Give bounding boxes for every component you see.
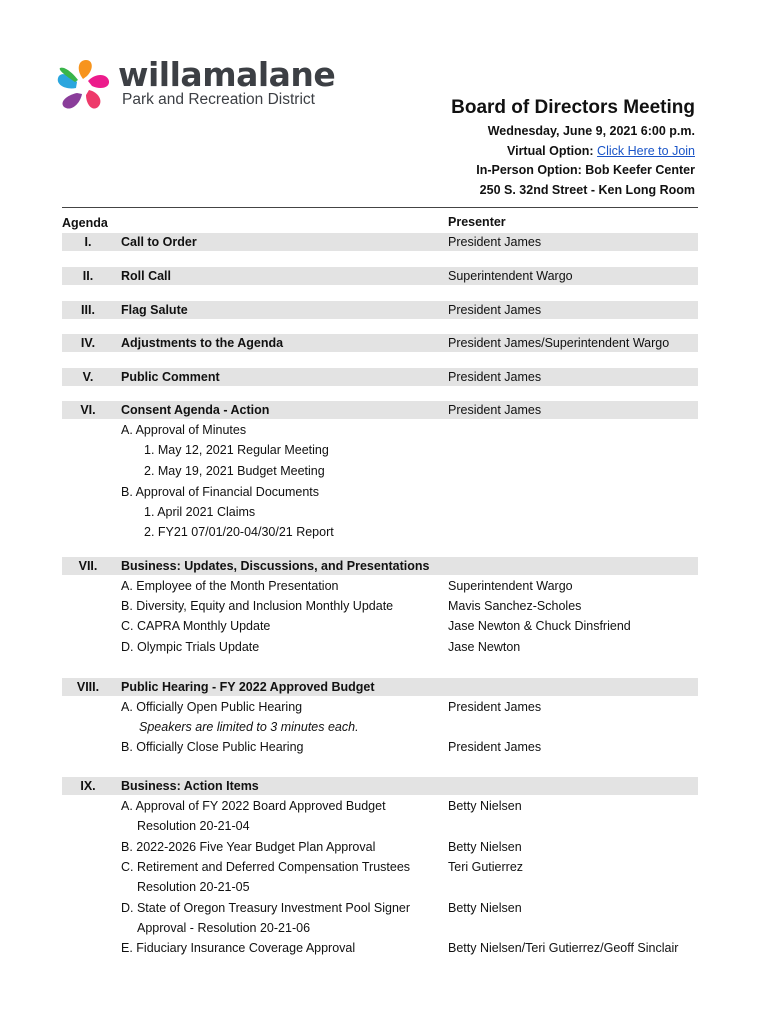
agenda-subitem: 2. FY21 07/01/20-04/30/21 Report xyxy=(144,525,334,539)
agenda-item: A. Approval of Minutes xyxy=(121,423,247,437)
item-presenter: Mavis Sanchez-Scholes xyxy=(448,599,582,613)
agenda-item: C. Retirement and Deferred Compensation Trustees xyxy=(121,860,411,874)
section-number: VII. xyxy=(78,559,98,573)
agenda-item: B. 2022-2026 Five Year Budget Plan Approval xyxy=(121,840,376,854)
agenda-item: D. State of Oregon Treasury Investment Pool Signer xyxy=(121,901,411,915)
virtual-option-label: Virtual Option: xyxy=(506,144,594,158)
item-presenter: Superintendent Wargo xyxy=(448,579,573,593)
section-presenter: President James xyxy=(448,403,542,417)
section-presenter: President James/Superintendent Wargo xyxy=(448,336,670,350)
item-presenter: Teri Gutierrez xyxy=(448,860,524,874)
section-number: VI. xyxy=(80,403,96,417)
section-title: Consent Agenda - Action xyxy=(121,403,270,417)
section-number: V. xyxy=(82,370,94,384)
agenda-note: Speakers are limited to 3 minutes each. xyxy=(139,720,359,734)
agenda-item: A. Employee of the Month Presentation xyxy=(121,579,339,593)
meeting-address: 250 S. 32nd Street - Ken Long Room xyxy=(479,183,695,197)
agenda-item-continuation: Resolution 20-21-04 xyxy=(137,819,250,833)
item-presenter: Betty Nielsen/Teri Gutierrez/Geoff Sinclair xyxy=(448,941,679,955)
meeting-date: Wednesday, June 9, 2021 6:00 p.m. xyxy=(487,124,695,138)
section-presenter: President James xyxy=(448,303,542,317)
flower-logo-icon xyxy=(52,54,114,118)
section-title: Adjustments to the Agenda xyxy=(121,336,284,350)
logo-wordmark: willamalane xyxy=(118,55,336,94)
agenda-item: A. Approval of FY 2022 Board Approved Budget xyxy=(121,799,386,813)
item-presenter: Jase Newton xyxy=(448,640,521,654)
in-person-option: In-Person Option: Bob Keefer Center xyxy=(476,163,695,177)
agenda-item: B. Officially Close Public Hearing xyxy=(121,740,304,754)
section-presenter: President James xyxy=(448,370,542,384)
virtual-option xyxy=(507,144,695,158)
logo-subtitle: Park and Recreation District xyxy=(122,91,315,108)
item-presenter: President James xyxy=(448,700,542,714)
agenda-item: A. Officially Open Public Hearing xyxy=(121,700,303,714)
section-number: IV. xyxy=(80,336,96,350)
agenda-item: E. Fiduciary Insurance Coverage Approval xyxy=(121,941,356,955)
item-presenter: Betty Nielsen xyxy=(448,840,522,854)
agenda-subitem: 2. May 19, 2021 Budget Meeting xyxy=(144,464,325,478)
page-title: Board of Directors Meeting xyxy=(451,97,695,118)
presenter-column-header: Presenter xyxy=(448,215,506,229)
agenda-item: C. CAPRA Monthly Update xyxy=(121,619,271,633)
join-meeting-link[interactable]: Click Here to Join xyxy=(597,144,695,158)
agenda-item-continuation: Approval - Resolution 20-21-06 xyxy=(137,921,311,935)
section-title: Public Comment xyxy=(121,370,220,384)
agenda-column-header: Agenda xyxy=(62,216,108,230)
section-title: Public Hearing - FY 2022 Approved Budget xyxy=(121,680,375,694)
agenda-subitem: 1. April 2021 Claims xyxy=(144,505,256,519)
section-title: Flag Salute xyxy=(121,303,188,317)
section-number: II. xyxy=(82,269,94,283)
section-title: Call to Order xyxy=(121,235,197,249)
section-number: IX. xyxy=(80,779,96,793)
section-number: I. xyxy=(84,235,92,249)
item-presenter: Betty Nielsen xyxy=(448,799,522,813)
agenda-item: B. Approval of Financial Documents xyxy=(121,485,320,499)
agenda-item-continuation: Resolution 20-21-05 xyxy=(137,880,250,894)
section-title: Business: Updates, Discussions, and Presentations xyxy=(121,559,430,573)
item-presenter: Jase Newton & Chuck Dinsfriend xyxy=(448,619,631,633)
section-number: III. xyxy=(81,303,95,317)
section-title: Business: Action Items xyxy=(121,779,259,793)
agenda-item: D. Olympic Trials Update xyxy=(121,640,260,654)
section-number: VIII. xyxy=(76,680,100,694)
agenda-subitem: 1. May 12, 2021 Regular Meeting xyxy=(144,443,329,457)
agenda-item: B. Diversity, Equity and Inclusion Monthly Update xyxy=(121,599,394,613)
header-divider xyxy=(62,207,698,208)
section-presenter: Superintendent Wargo xyxy=(448,269,573,283)
section-title: Roll Call xyxy=(121,269,172,283)
item-presenter: President James xyxy=(448,740,542,754)
willamalane-logo xyxy=(52,54,342,120)
section-presenter: President James xyxy=(448,235,542,249)
item-presenter: Betty Nielsen xyxy=(448,901,522,915)
